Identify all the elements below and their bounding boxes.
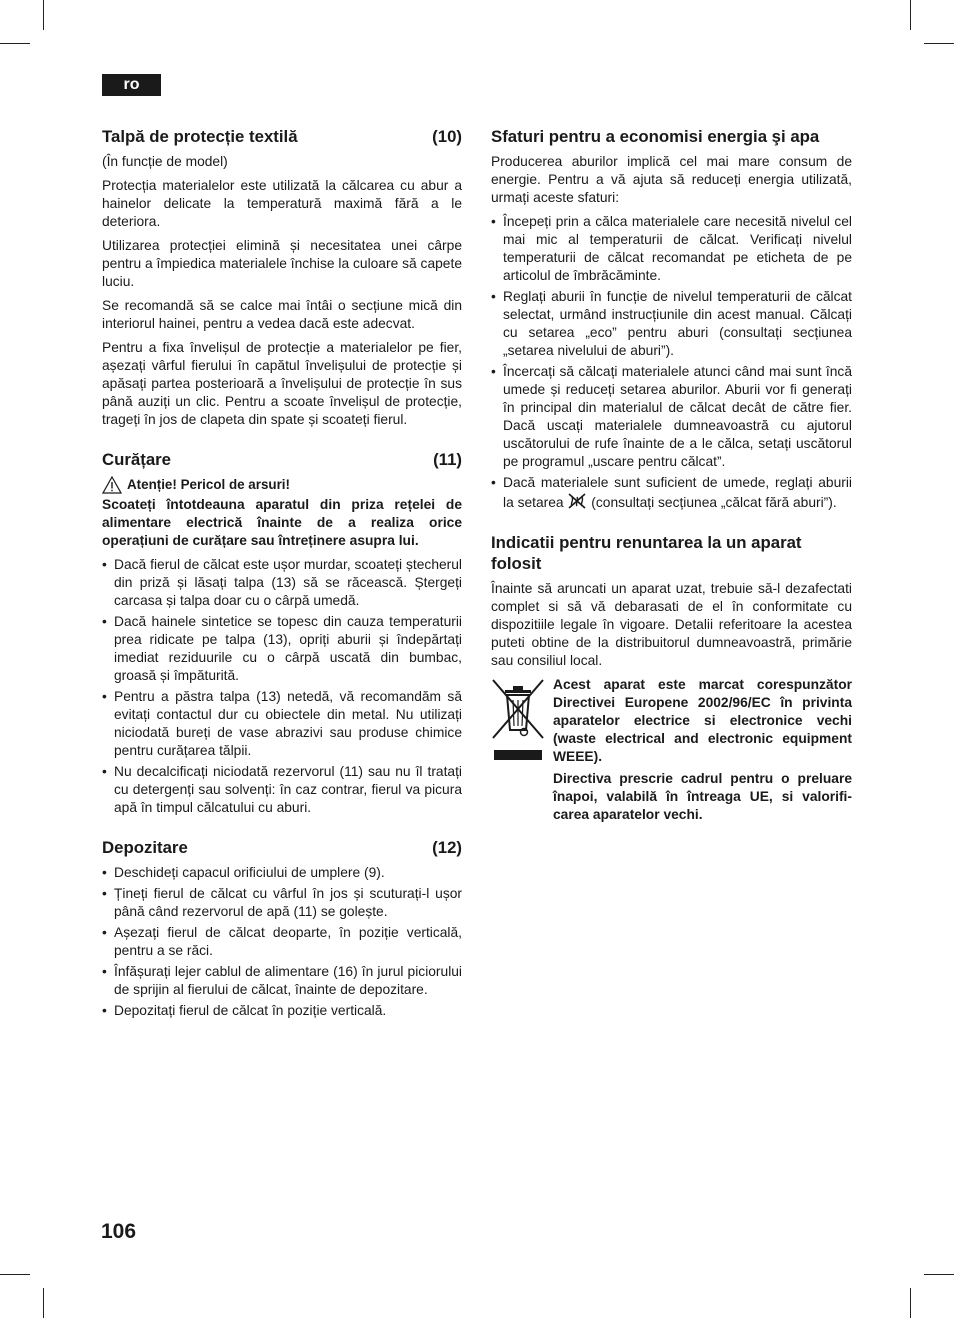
weee-text [553,676,852,828]
list-item: • Încercați să călcați materialele atunci când mai sunt încă umede și reduceți setarea aburilor. Aburii vor fi generați în principal din materialul de călcat decât de către fier. Dacă uscați materialele dumneavoastră cu ajutorul uscătorului de rufe înainte de a le călca, setați uscătorul pe programul „uscare pentru călcat”. [491,363,852,471]
weee-bin-icon [491,676,545,828]
list-item: • Țineți fierul de călcat cu vârful în jos și scuturați-l ușor până când rezervorul de apă (11) se golește. [102,885,462,921]
section-heading [102,837,462,858]
crop-mark [0,1274,30,1275]
crop-mark [924,43,954,44]
warning-text: Scoateți întotdeauna aparatul din priza rețelei de alimentare electrică înainte de a realiza orice operațiuni de curățare sau întreținere asupra lui. [102,497,462,548]
tips-list [491,213,852,512]
warning-triangle-icon [102,476,122,494]
section-heading [102,449,462,470]
weee-paragraph: Directiva prescrie cadrul pentru o preluare înapoi, valabilă în întreaga UE, si valorifi-carea aparatelor vechi. [553,771,852,822]
weee-block [491,676,852,828]
warning-line [102,476,462,494]
crop-mark [43,1288,44,1318]
section-heading [102,126,462,147]
section-sfaturi [491,126,852,512]
list-item: • Începeți prin a călca materialele care necesită nivelul cel mai mic al temperaturii de călcat. Verificați nivelul temperaturii de călcat recomandat pe eticheta de pe articolul de îmbrăcăminte. [491,213,852,285]
list-item: • Depozitați fierul de călcat în poziție verticală. [102,1002,462,1020]
paragraph: Pentru a fixa învelișul de protecție a materialelor pe fier, așezați vârful fierului în capătul învelișului de protecție și apăsați partea posterioară a învelișului de protecție în sus până auziți un clic. Pentru a scoate învelișul de protecție, trageți în jos de clapeta din spate și scoateți fierul. [102,340,462,427]
crop-mark [910,0,911,30]
right-column [491,126,852,848]
list-item: • Înfășurați lejer cablul de alimentare (16) în jurul piciorului de sprijin al fierului de călcat, înainte de depozitare. [102,963,462,999]
cleaning-list [102,556,462,817]
paragraph: Înainte să aruncati un aparat uzat, trebuie să-l dezafectati complet si să vă debarasati de el în conformitate cu dispozitiile legale în vigoare. Detalii referitoare la acestea puteti obtine de la distribuitorul dumneavoastră, primărie sau consiliul local. [491,581,852,668]
list-item: • Pentru a păstra talpa (13) netedă, vă recomandăm să evitați contactul dur cu obiectele din metal. Nu utilizați niciodată bureți de vase abrazivi sau produse chimice pentru curățarea tălpii. [102,688,462,760]
section-heading: Indicatii pentru renuntarea la un aparat folosit [491,533,802,573]
paragraph: Se recomandă să se calce mai întâi o secțiune mică din interiorul hainei, pentru a vedea dacă este adecvat. [102,298,462,331]
list-item [491,474,852,512]
paragraph: Producerea aburilor implică cel mai mare consum de energie. Pentru a vă ajuta să reduceți energia utilizată, urmați aceste sfaturi: [491,154,852,205]
section-protectie [102,126,462,429]
heading-number: (10) [432,127,462,146]
language-tag: ro [102,74,161,96]
crop-mark [910,1288,911,1318]
list-item: • Așezați fierul de călcat deoparte, în poziție verticală, pentru a se răci. [102,924,462,960]
heading-number: (12) [432,838,462,857]
section-curatare [102,449,462,817]
paragraph: Protecția materialelor este utilizată la călcarea cu abur a hainelor delicate la temperatură maximă fără a le deteriora. [102,178,462,229]
heading-number: (11) [433,450,462,469]
left-column [102,126,462,1040]
warning-label: Atenție! Pericol de arsuri! [127,477,290,492]
item-text: Dacă materialele sunt suficient de umede, reglați aburii la setarea [503,475,852,510]
list-item: • Dacă fierul de călcat este ușor murdar, scoateți ștecherul din priză și lăsați talpa (13) să se răcească. Ștergeți carcasa și talpa doar cu o cârpă umedă. [102,556,462,610]
heading-title: Depozitare [102,838,188,857]
model-note: (În funcție de model) [102,154,228,169]
crop-mark [924,1274,954,1275]
paragraph: Utilizarea protecției elimină și necesitatea unei cârpe pentru a împiedica materialele închise la culoare să capete luciu. [102,238,462,289]
list-item: • Nu decalcificați niciodată rezervorul (11) sau nu îl tratați cu detergenți sau solvenți: în caz contrar, fierul va picura apă în timpul călcatului cu aburi. [102,763,462,817]
page-number: 106 [101,1220,137,1243]
no-steam-icon [567,492,587,510]
crop-mark [43,0,44,30]
section-depozitare [102,837,462,1020]
heading-title: Talpă de protecție textilă [102,127,298,146]
heading-title: Curățare [102,450,172,469]
list-item: • Dacă hainele sintetice se topesc din cauza temperaturii prea ridicate pe talpa (13), opriți aburii și îndepărtați imediat reziduurile cu o cârpă uscată din bumbac, groasă și împăturită. [102,613,462,685]
weee-paragraph: Acest aparat este marcat corespunzător Directivei Europene 2002/96/EC în privinta aparatelor electrice si electronice vechi (waste electrical and electronic equipment WEEE). [553,677,852,764]
section-indicatii [491,532,852,828]
list-item: • Deschideți capacul orificiului de umplere (9). [102,864,462,882]
section-heading: Sfaturi pentru a economisi energia şi apa [491,127,820,146]
list-item: • Reglați aburii în funcție de nivelul temperaturii de călcat selectat, urmând instrucțiunile din acest manual. Călcați cu setarea „eco” pentru aburi (consultați secțiunea „setarea nivelului de aburi”). [491,288,852,360]
storage-list [102,864,462,1020]
item-text: (consultați secțiunea „călcat fără aburi”). [591,495,837,510]
crop-mark [0,43,30,44]
